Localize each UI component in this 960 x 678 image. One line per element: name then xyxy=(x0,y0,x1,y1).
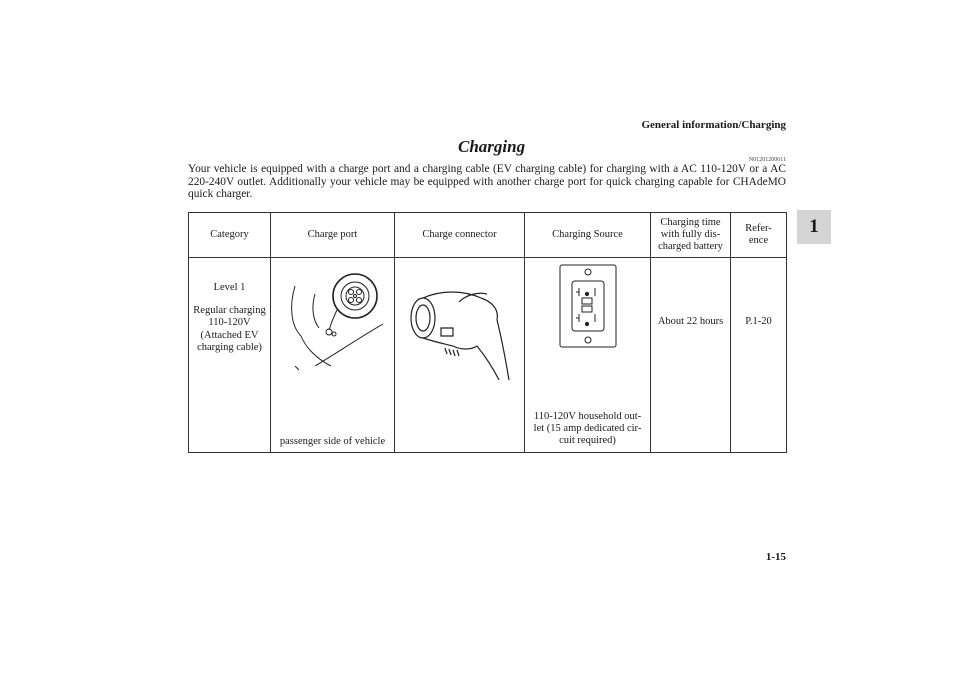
chapter-tab: 1 xyxy=(797,210,831,244)
header-section-title: General information/Charging xyxy=(641,119,786,131)
table-row xyxy=(189,258,787,453)
header-reference-line: ence xyxy=(748,235,769,246)
charging-info-table xyxy=(188,212,787,453)
cell-charge-connector xyxy=(395,258,525,453)
charging-source-caption xyxy=(527,411,648,447)
charging-source-line: cuit required) xyxy=(559,435,616,446)
header-reference-line: Refer- xyxy=(745,223,772,234)
household-outlet-icon xyxy=(559,264,617,348)
regular-charging-line: charging cable) xyxy=(197,342,262,353)
charging-source-line: 110-120V household out- xyxy=(533,411,642,422)
cell-charging-source xyxy=(525,258,651,453)
header-charging-source: Charging Source xyxy=(525,213,651,258)
level-label: Level 1 xyxy=(213,282,246,293)
header-charging-time-line: charged battery xyxy=(658,241,723,252)
table-header-row xyxy=(189,213,787,258)
header-charge-port: Charge port xyxy=(271,213,395,258)
cell-category xyxy=(189,258,271,453)
header-category: Category xyxy=(189,213,271,258)
section-code: N01201200011 xyxy=(748,157,786,163)
cell-reference: P.1-20 xyxy=(731,258,787,453)
cell-charge-port xyxy=(271,258,395,453)
charging-source-line: let (15 amp dedicated cir- xyxy=(533,423,642,434)
header-charging-time xyxy=(651,213,731,258)
header-reference xyxy=(731,213,787,258)
header-charge-connector: Charge connector xyxy=(395,213,525,258)
charge-connector-illustration xyxy=(401,276,521,388)
regular-charging-line: 110-120V xyxy=(208,317,251,328)
regular-charging-line: (Attached EV xyxy=(200,329,259,341)
header-charging-time-line: Charging time xyxy=(660,217,721,228)
charge-port-caption: passenger side of vehicle xyxy=(279,436,386,447)
regular-charging-line: Regular charging xyxy=(193,304,266,316)
cell-charging-time: About 22 hours xyxy=(651,258,731,453)
charge-port-illustration xyxy=(275,266,391,378)
header-charging-time-line: with fully dis- xyxy=(660,229,721,240)
intro-paragraph: Your vehicle is equipped with a charge port and a charging cable (EV charging cable) for charging with a AC 110-120V or a AC 220-240V outlet. Additionally your vehicle may be equipped with another charge port for quick charging capable for CHAdeMO quick charger. xyxy=(188,163,786,201)
page-title: Charging xyxy=(458,137,526,156)
page-number: 1-15 xyxy=(765,551,786,563)
